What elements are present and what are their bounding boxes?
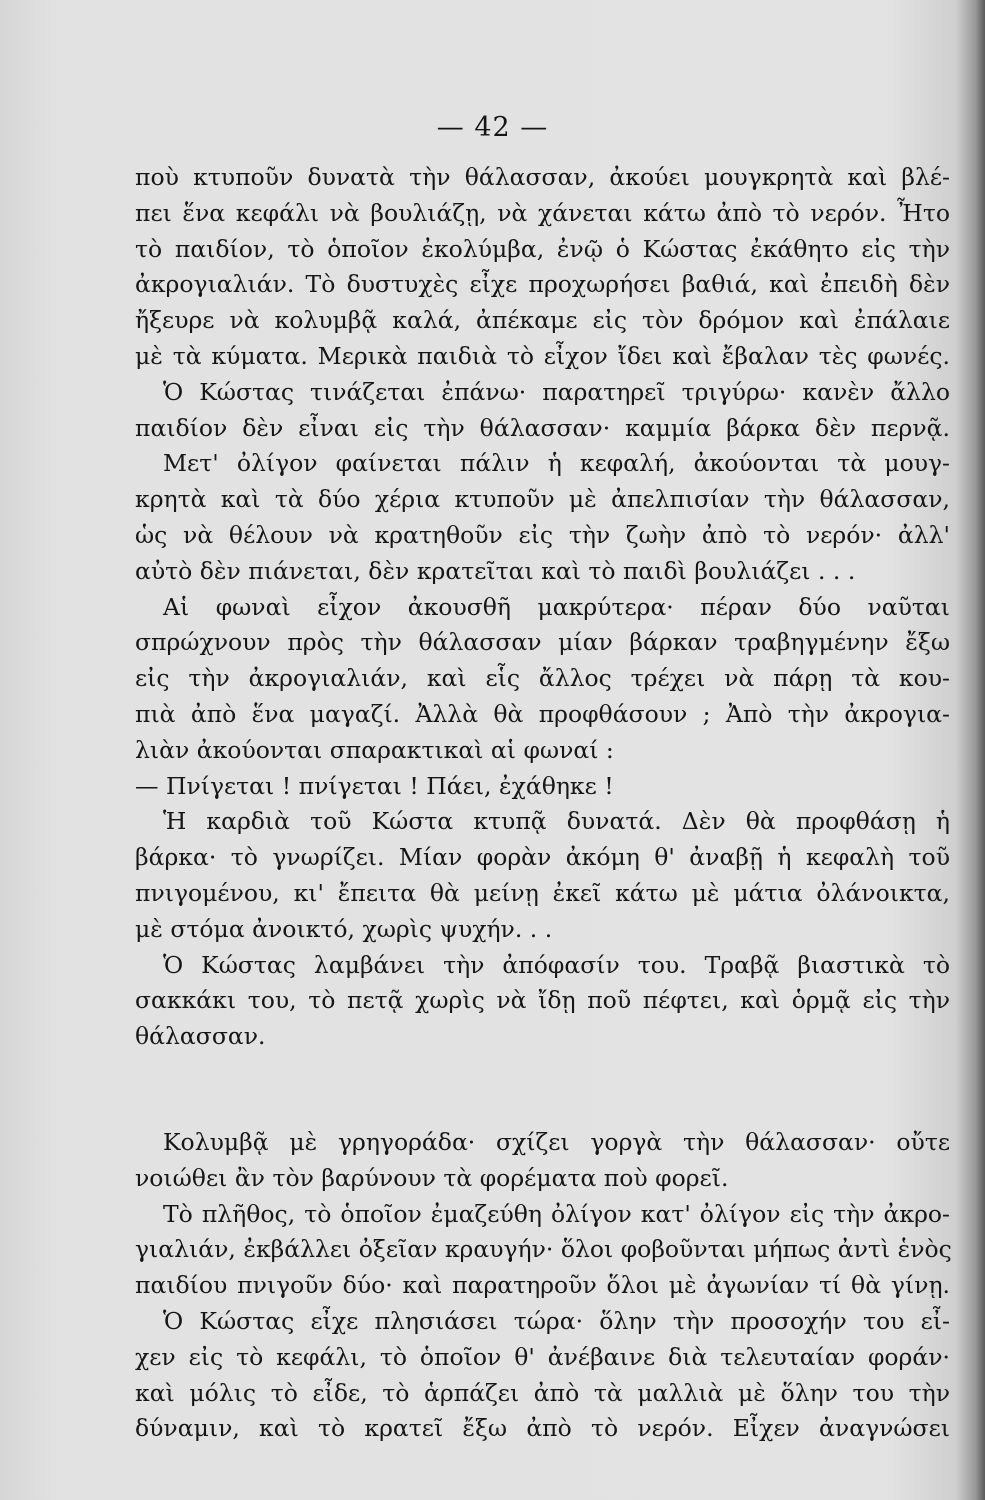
paragraph (135, 804, 950, 947)
text-line: ἤξευρε νὰ κολυμβᾷ καλά, ἀπέκαμε εἰς τὸν δρόμον καὶ ἐπάλαιε (135, 306, 950, 335)
text-line: βάρκα· τὸ γνωρίζει. Μίαν φορὰν ἀκόμη θ' ἀναβῇ ἡ κεφαλὴ τοῦ (135, 843, 950, 872)
text-line: Κολυμβᾷ μὲ γρηγοράδα· σχίζει γοργὰ τὴν θάλασσαν· οὔτε (163, 1127, 950, 1156)
page-number: — 42 — (436, 112, 549, 143)
text-line: εἰς τὴν ἀκρογιαλιάν, καὶ εἷς ἄλλος τρέχει νὰ πάρῃ τὰ κου- (135, 664, 950, 693)
paragraph (135, 160, 950, 375)
text-line: ποὺ κτυποῦν δυνατὰ τὴν θάλασσαν, ἀκούει μουγκρητὰ καὶ βλέ- (135, 163, 950, 191)
page-body (135, 160, 950, 1447)
text-line: λιὰν ἀκούονται σπαρακτικαὶ αἱ φωναί : (135, 735, 614, 764)
text-line: σπρώχνουν πρὸς τὴν θάλασσαν μίαν βάρκαν τραβηγμένην ἔξω (135, 628, 950, 657)
text-line: ἀκρογιαλιάν. Τὸ δυστυχὲς εἶχε προχωρήσει βαθιά, καὶ ἐπειδὴ δὲν (135, 270, 950, 299)
text-line: μὲ στόμα ἀνοικτό, χωρὶς ψυχήν. . . (135, 914, 553, 943)
text-line: — Πνίγεται ! πνίγεται ! Πάει, ἐχάθηκε ! (135, 771, 614, 800)
paragraph (135, 375, 950, 447)
text-line: κρητὰ καὶ τὰ δύο χέρια κτυποῦν μὲ ἀπελπισίαν τὴν θάλασσαν, (135, 485, 950, 514)
text-line: Ὁ Κώστας εἶχε πλησιάσει τώρα· ὅλην τὴν προσοχήν του εἶ- (163, 1306, 950, 1335)
paragraph (135, 1197, 950, 1304)
text-line: αὐτὸ δὲν πιάνεται, δὲν κρατεῖται καὶ τὸ παιδὶ βουλιάζει . . . (135, 556, 856, 585)
section-gap (135, 1055, 950, 1125)
text-line: τὸ παιδίον, τὸ ὁποῖον ἐκολύμβα, ἐνῷ ὁ Κώστας ἐκάθητο εἰς τὴν (135, 234, 950, 263)
text-line: ὡς νὰ θέλουν νὰ κρατηθοῦν εἰς τὴν ζωὴν ἀπὸ τὸ νερόν· ἀλλ' (135, 520, 950, 549)
text-line: Μετ' ὀλίγον φαίνεται πάλιν ἡ κεφαλή, ἀκούονται τὰ μουγ- (163, 449, 950, 478)
text-line: Τὸ πλῆθος, τὸ ὁποῖον ἐμαζεύθη ὀλίγον κατ' ὀλίγον εἰς τὴν ἀκρο- (163, 1199, 950, 1228)
text-line: Ὁ Κώστας λαμβάνει τὴν ἀπόφασίν του. Τραβᾷ βιαστικὰ τὸ (163, 950, 950, 979)
text-line: θάλασσαν. (135, 1022, 266, 1051)
text-line: Ἡ καρδιὰ τοῦ Κώστα κτυπᾷ δυνατά. Δὲν θὰ προφθάσῃ ἡ (163, 807, 950, 836)
text-line: Ὁ Κώστας τινάζεται ἐπάνω· παρατηρεῖ τριγύρω· κανὲν ἄλλο (163, 377, 950, 406)
paragraph (135, 1304, 950, 1447)
text-line: παιδίου πνιγοῦν δύο· καὶ παρατηροῦν ὅλοι μὲ ἀγωνίαν τί θὰ γίνῃ. (135, 1271, 950, 1300)
paragraph (135, 590, 950, 769)
text-line: πιὰ ἀπὸ ἕνα μαγαζί. Ἀλλὰ θὰ προφθάσουν ; Ἀπὸ τὴν ἀκρογια- (135, 699, 950, 728)
paragraph (135, 948, 950, 1055)
text-line: σακκάκι του, τὸ πετᾷ χωρὶς νὰ ἴδῃ ποῦ πέφτει, καὶ ὁρμᾷ εἰς τὴν (135, 986, 950, 1015)
text-line: δύναμιν, καὶ τὸ κρατεῖ ἔξω ἀπὸ τὸ νερόν. Εἶχεν ἀναγνώσει (135, 1414, 950, 1443)
paragraph (135, 446, 950, 589)
text-line: γιαλιάν, ἐκβάλλει ὀξεῖαν κραυγήν· ὅλοι φοβοῦνται μήπως ἀντὶ ἑνὸς (135, 1235, 952, 1264)
paragraph (135, 1125, 950, 1197)
text-line: Αἱ φωναὶ εἶχον ἀκουσθῆ μακρύτερα· πέραν δύο ναῦται (163, 592, 950, 621)
text-line: παιδίον δὲν εἶναι εἰς τὴν θάλασσαν· καμμία βάρκα δὲν περνᾷ. (135, 413, 950, 442)
text-line: πνιγομένου, κι' ἔπειτα θὰ μείνῃ ἐκεῖ κάτω μὲ μάτια ὀλάνοικτα, (135, 878, 950, 907)
text-line: μὲ τὰ κύματα. Μερικὰ παιδιὰ τὸ εἶχον ἴδει καὶ ἔβαλαν τὲς φωνές. (135, 341, 950, 370)
text-line: χεν εἰς τὸ κεφάλι, τὸ ὁποῖον θ' ἀνέβαινε διὰ τελευταίαν φοράν· (135, 1342, 950, 1371)
text-line: πει ἕνα κεφάλι νὰ βουλιάζῃ, νὰ χάνεται κάτω ἀπὸ τὸ νερόν. Ἦτο (135, 198, 950, 227)
paragraph (135, 769, 950, 805)
text-line: καὶ μόλις τὸ εἶδε, τὸ ἁρπάζει ἀπὸ τὰ μαλλιὰ μὲ ὅλην του τὴν (135, 1378, 950, 1407)
text-line: νοιώθει ἂν τὸν βαρύνουν τὰ φορέματα ποὺ φορεῖ. (135, 1163, 729, 1192)
